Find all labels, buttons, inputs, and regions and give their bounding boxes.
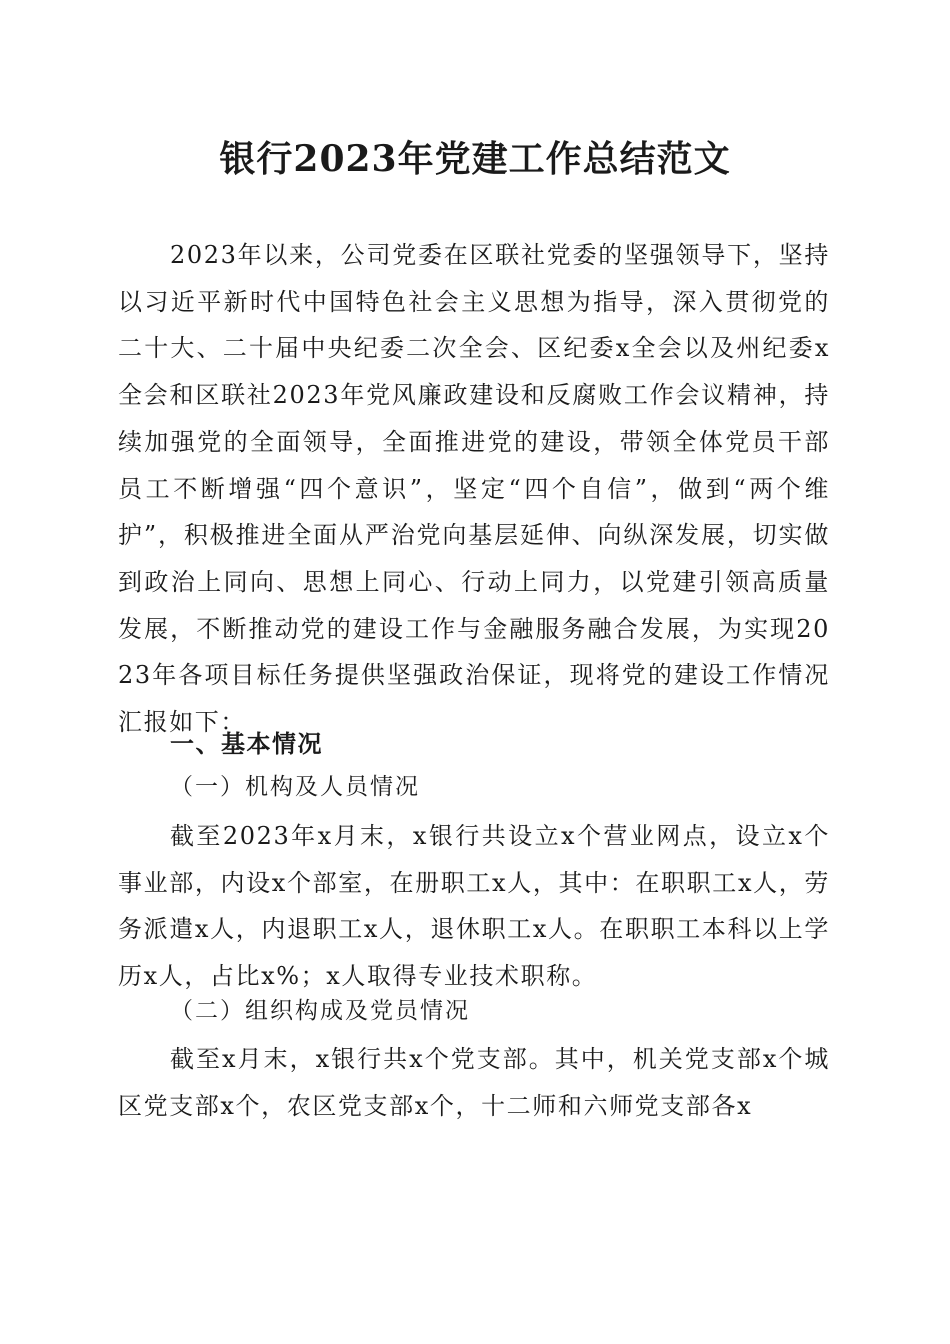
section-heading-basic-situation: 一、基本情况 [170,730,323,758]
subsection-heading-organization-members: （二）组织构成及党员情况 [170,998,470,1024]
document-title: 银行2023年党建工作总结范文 [219,138,731,180]
subsection-heading-institutions-staff: （一）机构及人员情况 [170,774,420,800]
paragraph-organization-members: 截至x月末，x银行共x个党支部。其中，机关党支部x个城区党支部x个，农区党支部x个，十二师和六师党支部各x [118,1045,830,1120]
intro-paragraph: 2023年以来，公司党委在区联社党委的坚强领导下，坚持以习近平新时代中国特色社会主义思想为指导，深入贯彻党的二十大、二十届中央纪委二次全会、区纪委x全会以及州纪委x全会和区联社2023年党风廉政建设和反腐败工作会议精神，持续加强党的全面领导，全面推进党的建设，带领全体党员干部员工不断增强“四个意识”，坚定“四个自信”，做到“两个维护”，积极推进全面从严治党向基层延伸、向纵深发展，切实做到政治上同向、思想上同心、行动上同力，以党建引领高质量发展，不断推动党的建设工作与金融服务融合发展，为实现2023年各项目标任务提供坚强政治保证，现将党的建设工作情况汇报如下： [118,241,830,737]
paragraph-institutions-staff: 截至2023年x月末，x银行共设立x个营业网点，设立x个事业部，内设x个部室，在册职工x人，其中：在职职工x人，劳务派遣x人，内退职工x人，退休职工x人。在职职工本科以上学历x人，占比x%；x人取得专业技术职称。 [118,822,830,991]
